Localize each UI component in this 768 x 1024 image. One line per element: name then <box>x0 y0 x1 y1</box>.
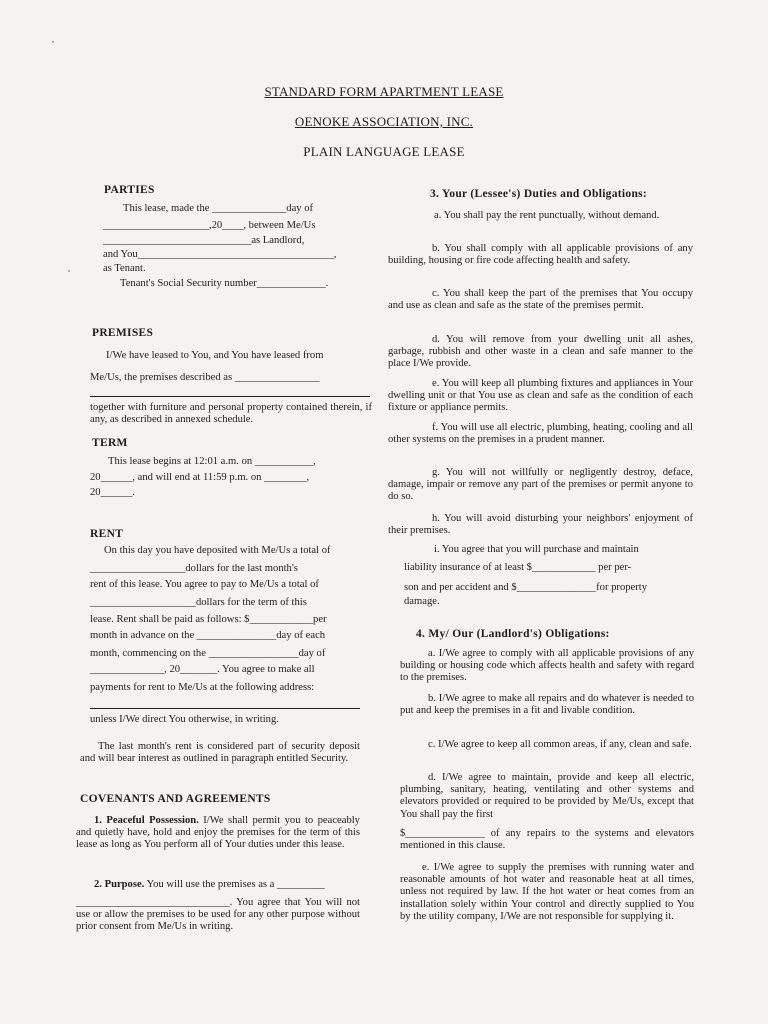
term-line-3: 20______. <box>90 487 136 498</box>
rent-line-9: payments for rent to Me/Us at the following address: <box>90 682 315 693</box>
paper-speck <box>68 270 70 272</box>
paper-speck <box>52 41 54 43</box>
rent-line-1: On this day you have deposited with Me/Us a total of <box>104 545 331 556</box>
covenant-1-peaceful-possession: 1. Peaceful Possession. I/We shall permit you to peaceably and quietly have, hold and enjoy the premises for the term of this lease as long as You perform all of Your duties under this lease. <box>76 815 360 851</box>
duty-i-line-2: liability insurance of at least $____________ per per- <box>404 562 632 573</box>
duty-i-line-3: son and per accident and $_______________for property <box>404 582 648 593</box>
premises-line-2: Me/Us, the premises described as ________________ <box>90 372 320 383</box>
duty-i-line-4: damage. <box>404 596 440 607</box>
rent-heading: RENT <box>90 528 124 540</box>
covenant-2-purpose: 2. Purpose. You will use the premises as a _________ <box>94 879 325 890</box>
parties-line-2: ____________________,20____, between Me/Us <box>103 220 316 231</box>
premises-line-1: I/We have leased to You, and You have leased from <box>106 350 324 361</box>
rent-line-5: lease. Rent shall be paid as follows: $____________per <box>90 614 327 625</box>
rent-address-blank-line <box>90 708 360 709</box>
parties-line-6: Tenant's Social Security number_____________. <box>120 278 329 289</box>
duty-f: f. You will use all electric, plumbing, heating, cooling and all other systems on the premises in a prudent manner. <box>388 422 693 446</box>
parties-heading: PARTIES <box>104 184 155 196</box>
rent-line-7: month, commencing on the _________________day of <box>90 648 326 659</box>
premises-heading: PREMISES <box>92 327 154 339</box>
duty-a: a. You shall pay the rent punctually, without demand. <box>434 210 660 221</box>
covenant-2-purpose-cont: _____________________________. You agree that You will not use or allow the premises to be used for any other purpose without prior consent from Me/Us in writing. <box>76 897 360 933</box>
rent-line-3: rent of this lease. You agree to pay to Me/Us a total of <box>90 579 319 590</box>
premises-blank-line <box>90 396 370 397</box>
parties-line-3: ____________________________as Landlord, <box>103 235 305 246</box>
rent-line-6: month in advance on the _______________day of each <box>90 630 326 641</box>
duty-h: h. You will avoid disturbing your neighbors' enjoyment of their premises. <box>388 513 693 537</box>
duty-g: g. You will not willfully or negligently destroy, deface, damage, impair or remove any part of the premises or permit anyone to do so. <box>388 467 693 503</box>
duty-b: b. You shall comply with all applicable provisions of any building, housing or fire code affecting health and safety. <box>388 243 693 267</box>
premises-line-3: together with furniture and personal property contained therein, if any, as described in annexed schedule. <box>90 402 372 426</box>
title-standard-form: STANDARD FORM APARTMENT LEASE <box>264 84 504 99</box>
obligation-c: c. I/We agree to keep all common areas, if any, clean and safe. <box>428 739 692 750</box>
obligation-d-cont: $_______________ of any repairs to the systems and elevators mentioned in this clause. <box>400 828 694 852</box>
rent-line-10: unless I/We direct You otherwise, in writing. <box>90 714 279 725</box>
duties-heading: 3. Your (Lessee's) Duties and Obligations: <box>430 188 648 200</box>
duty-e: e. You will keep all plumbing fixtures and appliances in Your dwelling unit or that You use as clean and safe as the condition of each fixture or appliance permits. <box>388 378 693 414</box>
term-line-1: This lease begins at 12:01 a.m. on ___________, <box>108 456 316 467</box>
obligation-b: b. I/We agree to make all repairs and do whatever is needed to put and keep the premises in a fit and livable condition. <box>400 693 694 717</box>
rent-line-2: __________________dollars for the last month's <box>90 563 298 574</box>
parties-line-5: as Tenant. <box>103 263 146 274</box>
term-line-2: 20______, and will end at 11:59 p.m. on ________, <box>90 472 310 483</box>
covenants-heading: COVENANTS AND AGREEMENTS <box>80 793 271 805</box>
rent-line-8: ______________, 20_______. You agree to make all <box>90 664 315 675</box>
term-heading: TERM <box>92 437 128 449</box>
obligation-d: d. I/We agree to maintain, provide and keep all electric, plumbing, sanitary, heating, ventilating and other systems and elevators provided or required to be provided by Me/Us, except that You shall pay the first <box>400 772 694 820</box>
parties-line-1: This lease, made the ______________day of <box>123 203 314 214</box>
obligation-e: e. I/We agree to supply the premises with running water and reasonable amounts of hot water and reasonable heat at all times, unless not required by law. If the hot water or heat comes from an installation solely within Your control and directly supplied to You by the utility company, I/We are not responsible for supplying it. <box>400 862 694 922</box>
obligation-a: a. I/We agree to comply with all applicable provisions of any building or housing code which affects health and safety with regard to the premises. <box>400 648 694 684</box>
duty-d: d. You will remove from your dwelling unit all ashes, garbage, rubbish and other waste in a clean and safe manner to the place I/We provide. <box>388 334 693 370</box>
duty-i-line-1: i. You agree that you will purchase and maintain <box>434 544 639 555</box>
title-association: OENOKE ASSOCIATION, INC. <box>294 114 474 129</box>
security-paragraph: The last month's rent is considered part of security deposit and will bear interest as outlined in paragraph entitled Security. <box>80 741 360 765</box>
obligations-heading: 4. My/ Our (Landlord's) Obligations: <box>416 628 610 640</box>
parties-line-4: and You_____________________________________, <box>103 249 337 260</box>
rent-line-4: ____________________dollars for the term of this <box>90 597 307 608</box>
duty-c: c. You shall keep the part of the premises that You occupy and use as clean and safe as the state of the premises permit. <box>388 288 693 312</box>
title-plain-language: PLAIN LANGUAGE LEASE <box>303 144 465 159</box>
